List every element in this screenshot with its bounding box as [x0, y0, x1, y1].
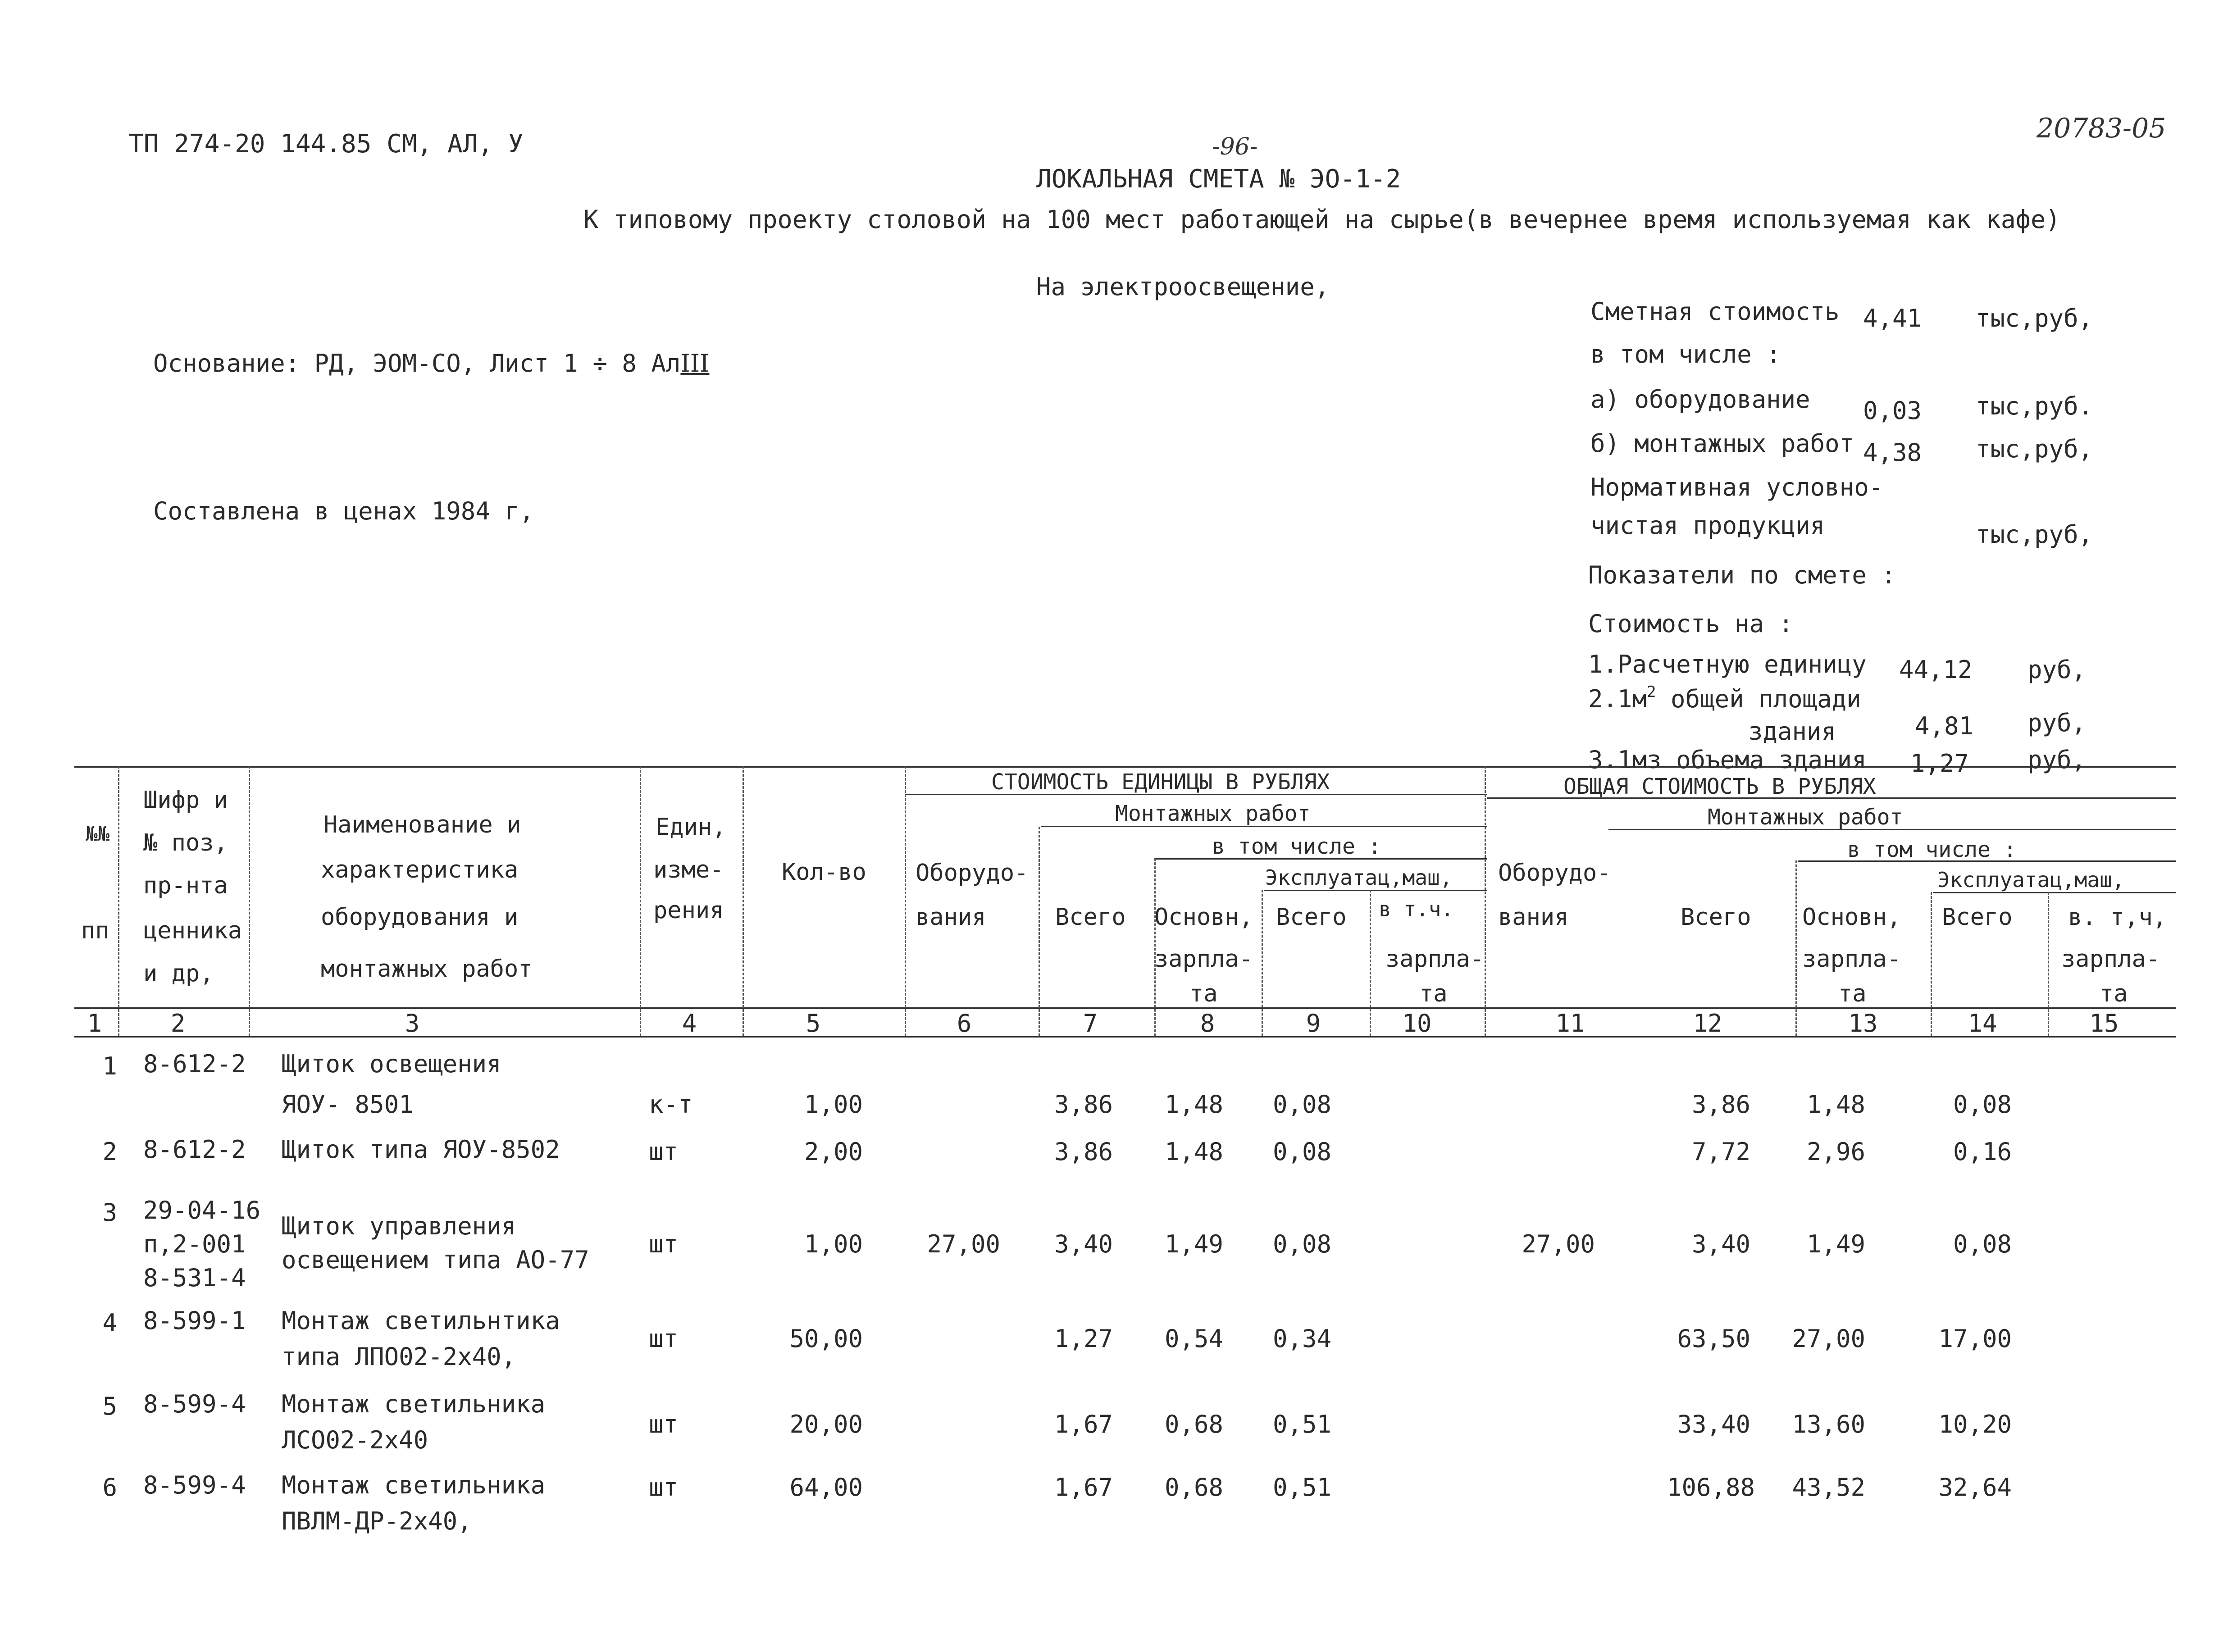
row-c13: 13,60 — [1792, 1410, 1865, 1438]
row-c8: 0,54 — [1164, 1324, 1223, 1353]
h-total-cost: ОБЩАЯ СТОИМОСТЬ В РУБЛЯХ — [1563, 774, 1876, 799]
row-c13: 1,48 — [1806, 1090, 1865, 1119]
row-no: 3 — [102, 1198, 117, 1227]
ind1-unit: руб, — [2027, 655, 2087, 684]
h-base-13a: Основн, — [1802, 904, 1901, 931]
row-unit: шт — [649, 1473, 679, 1502]
h-unit-2: изме- — [653, 856, 724, 883]
estimate-purpose: На электроосвещение, — [1036, 273, 1330, 301]
col-divider-13 — [2048, 892, 2049, 1036]
h-base-8b: зарпла- — [1154, 946, 1253, 973]
h-wage-15a: в. т,ч, — [2068, 904, 2167, 931]
col-num: 13 — [1848, 1009, 1878, 1038]
ind2-unit: руб, — [2027, 709, 2087, 737]
h-incl-left: в том числе : — [1212, 834, 1381, 859]
row-name-1: Монтаж светильнтика — [282, 1306, 560, 1335]
h-exploit-right: Эксплуатац,маш, — [1937, 868, 2125, 892]
row-c9: 0,51 — [1272, 1473, 1331, 1502]
col-num: 7 — [1083, 1009, 1098, 1038]
row-name-2: освещением типа АО-77 — [282, 1246, 589, 1274]
ind2-label-c: здания — [1748, 717, 1836, 746]
row-unit: шт — [649, 1324, 679, 1353]
row-no: 2 — [102, 1138, 117, 1166]
row-c14: 32,64 — [1938, 1473, 2012, 1502]
row-unit: к-т — [649, 1090, 693, 1119]
h-equip-11b: вания — [1498, 904, 1569, 931]
col-num: 12 — [1693, 1009, 1722, 1038]
h-name-4: монтажных работ — [321, 956, 533, 983]
row-no: 5 — [102, 1392, 117, 1420]
h-base-13b: зарпла- — [1802, 946, 1901, 973]
col-num: 4 — [682, 1009, 697, 1038]
row-c13: 2,96 — [1806, 1138, 1865, 1166]
equip-value: 0,03 — [1863, 396, 1922, 425]
row-qty: 50,00 — [789, 1324, 863, 1353]
col-divider-1 — [118, 766, 119, 1036]
document-title: ЛОКАЛЬНАЯ СМЕТА № ЭО-1-2 — [1036, 164, 1401, 194]
row-c7: 1,27 — [1054, 1324, 1113, 1353]
col-divider-8 — [1262, 890, 1263, 1036]
row-unit: шт — [649, 1138, 679, 1166]
row-c8: 0,68 — [1164, 1473, 1223, 1502]
document-subtitle: К типовому проекту столовой на 100 мест работающей на сырье(в вечернее время используемая как кафе) — [583, 205, 2061, 234]
row-c12: 63,50 — [1677, 1324, 1750, 1353]
col-divider-6 — [1039, 827, 1040, 1036]
row-name-1: Щиток типа ЯОУ-8502 — [282, 1135, 560, 1164]
h-name-2: характеристика — [321, 856, 519, 883]
col-divider-10 — [1485, 766, 1486, 1036]
row-c7: 1,67 — [1054, 1410, 1113, 1438]
h-equip-6b: вания — [916, 904, 986, 931]
row-code-1: 29-04-16 — [143, 1196, 261, 1224]
col-num: 2 — [170, 1009, 186, 1038]
incl-label: в том числе : — [1590, 340, 1781, 369]
row-c8: 1,48 — [1164, 1090, 1223, 1119]
row-c13: 1,49 — [1806, 1230, 1865, 1258]
h-unit-3: рения — [653, 897, 724, 924]
norm-unit: тыс,руб, — [1976, 520, 2093, 549]
archive-number: 20783-05 — [2037, 113, 2166, 144]
h-unit-cost: СТОИМОСТЬ ЕДИНИЦЫ В РУБЛЯХ — [991, 769, 1330, 795]
col-num: 15 — [2089, 1009, 2119, 1038]
ind2-label — [1588, 683, 1861, 713]
row-c12: 7,72 — [1691, 1138, 1750, 1166]
ind2-label-a: 2.1м — [1588, 685, 1647, 713]
h-wage-10b: зарпла- — [1385, 946, 1485, 973]
row-c14: 17,00 — [1938, 1324, 2012, 1353]
ind2-label-b: общей площади — [1656, 685, 1861, 713]
h-code-1: Шифр и — [143, 787, 228, 814]
h-qty: Кол-во — [782, 859, 866, 886]
ind3-unit: руб, — [2027, 746, 2087, 774]
col-divider-3 — [640, 766, 641, 1036]
row-no: 6 — [102, 1473, 117, 1502]
col-num: 10 — [1402, 1009, 1432, 1038]
row-c11: 27,00 — [1522, 1230, 1595, 1258]
row-c14: 0,08 — [1953, 1090, 2012, 1119]
row-c12: 3,40 — [1691, 1230, 1750, 1258]
row-c12: 106,88 — [1667, 1473, 1755, 1502]
ind2-value: 4,81 — [1915, 712, 1974, 740]
h-total-7: Всего — [1055, 904, 1126, 931]
h-exploit-left: Эксплуатац,маш, — [1265, 865, 1453, 890]
row-c7: 3,86 — [1054, 1138, 1113, 1166]
row-c9: 0,51 — [1272, 1410, 1331, 1438]
h-mount-left: Монтажных работ — [1115, 801, 1311, 826]
row-name-1: Щиток управления — [282, 1212, 516, 1240]
h-no-1: №№ — [86, 823, 109, 846]
h-base-8c: та — [1189, 980, 1218, 1007]
row-code: 8-612-2 — [143, 1135, 246, 1164]
cost-value: 4,41 — [1863, 304, 1922, 332]
col-divider-12 — [1931, 892, 1932, 1036]
col-num: 5 — [806, 1009, 821, 1038]
row-c14: 0,08 — [1953, 1230, 2012, 1258]
col-num: 1 — [87, 1009, 102, 1038]
col-num: 9 — [1306, 1009, 1321, 1038]
cost-unit: тыс,руб, — [1976, 304, 2093, 332]
equip-label: а) оборудование — [1590, 385, 1810, 414]
document-code: ТП 274-20 144.85 СМ, АЛ, У — [128, 129, 524, 159]
row-unit: шт — [649, 1230, 679, 1258]
row-c9: 0,08 — [1272, 1138, 1331, 1166]
h-unit-1: Един, — [656, 814, 726, 841]
mount-label: б) монтажных работ — [1590, 429, 1854, 458]
col-num: 14 — [1968, 1009, 1997, 1038]
row-c7: 3,40 — [1054, 1230, 1113, 1258]
row-code-2: п,2-001 — [143, 1230, 246, 1258]
row-c12: 3,86 — [1691, 1090, 1750, 1119]
norm-label-2: чистая продукция — [1590, 511, 1825, 540]
h-base-8a: Основн, — [1154, 904, 1253, 931]
norm-label-1: Нормативная условно- — [1590, 473, 1884, 501]
row-name-2: ПВЛМ-ДР-2х40, — [282, 1507, 472, 1535]
indicators-label: Показатели по смете : — [1588, 561, 1896, 589]
col-divider-9 — [1370, 890, 1371, 1036]
row-qty: 64,00 — [789, 1473, 863, 1502]
h-total-12: Всего — [1681, 904, 1751, 931]
basis-mark: III — [680, 349, 710, 378]
mount-unit: тыс,руб, — [1976, 435, 2093, 463]
row-qty: 2,00 — [804, 1138, 863, 1166]
h-base-13c: та — [1838, 980, 1867, 1007]
h-code-2: № поз, — [143, 829, 228, 856]
row-name-1: Щиток освещения — [282, 1050, 501, 1078]
h-name-3: оборудования и — [321, 904, 519, 931]
col-divider-11 — [1795, 860, 1797, 1036]
row-name-2: ЯОУ- 8501 — [282, 1090, 414, 1119]
ind2-sup: 2 — [1647, 683, 1656, 701]
row-c9: 0,34 — [1272, 1324, 1331, 1353]
row-c6: 27,00 — [927, 1230, 1000, 1258]
h-wage-15b: зарпла- — [2061, 946, 2160, 973]
row-name-2: ЛСО02-2х40 — [282, 1426, 428, 1454]
row-name-1: Монтаж светильника — [282, 1390, 546, 1418]
row-c13: 27,00 — [1792, 1324, 1865, 1353]
col-divider-2 — [249, 766, 250, 1036]
h-equip-6a: Оборудо- — [916, 860, 1029, 887]
h-equip-11a: Оборудо- — [1498, 860, 1611, 887]
row-unit: шт — [649, 1410, 679, 1438]
col-num: 11 — [1555, 1009, 1585, 1038]
row-qty: 1,00 — [804, 1090, 863, 1119]
row-c7: 1,67 — [1054, 1473, 1113, 1502]
h-code-3: пр-нта — [143, 872, 228, 899]
row-c13: 43,52 — [1792, 1473, 1865, 1502]
ind1-label: 1.Расчетную единицу — [1588, 650, 1867, 678]
col-num: 6 — [957, 1009, 972, 1038]
row-c12: 33,40 — [1677, 1410, 1750, 1438]
h-code-5: и др, — [143, 960, 214, 987]
mount-value: 4,38 — [1863, 438, 1922, 467]
row-c8: 1,48 — [1164, 1138, 1223, 1166]
row-code: 8-599-4 — [143, 1390, 246, 1418]
h-mount-right: Монтажных работ — [1708, 805, 1903, 830]
row-c9: 0,08 — [1272, 1230, 1331, 1258]
row-c9: 0,08 — [1272, 1090, 1331, 1119]
h-total-9: Всего — [1276, 904, 1347, 931]
basis-text: Основание: РД, ЭОМ-СО, Лист 1 ÷ 8 Ал — [153, 349, 681, 378]
h-wage-15c: та — [2100, 980, 2128, 1007]
h-wage-10a: в т.ч. — [1379, 897, 1454, 921]
col-num: 8 — [1200, 1009, 1215, 1038]
table-top-rule — [74, 766, 2176, 768]
row-c14: 0,16 — [1953, 1138, 2012, 1166]
row-name-2: типа ЛПО02-2х40, — [282, 1343, 516, 1371]
exploit-rule-right — [1933, 892, 2176, 893]
h-incl-right: в том числе : — [1847, 837, 2017, 862]
col-divider-4 — [743, 766, 744, 1036]
exploit-rule-left — [1264, 890, 1487, 891]
row-qty: 1,00 — [804, 1230, 863, 1258]
cost-label: Сметная стоимость — [1590, 297, 1840, 326]
h-no-2: пп — [81, 917, 109, 944]
row-no: 4 — [102, 1309, 117, 1337]
col-divider-5 — [905, 766, 906, 1036]
row-c8: 0,68 — [1164, 1410, 1223, 1438]
equip-unit: тыс,руб. — [1976, 392, 2093, 420]
ind3-label: 3.1мз объема здания — [1588, 746, 1867, 774]
row-c14: 10,20 — [1938, 1410, 2012, 1438]
ind3-value: 1,27 — [1910, 749, 1969, 778]
row-name-1: Монтаж светильника — [282, 1471, 546, 1499]
row-code-3: 8-531-4 — [143, 1264, 246, 1292]
row-qty: 20,00 — [789, 1410, 863, 1438]
h-total-14: Всего — [1942, 904, 2013, 931]
h-name-1: Наименование и — [323, 811, 521, 838]
row-code: 8-612-2 — [143, 1050, 246, 1078]
row-no: 1 — [102, 1052, 117, 1080]
h-wage-10c: та — [1419, 980, 1448, 1007]
row-code: 8-599-1 — [143, 1306, 246, 1335]
price-basis: Составлена в ценах 1984 г, — [153, 497, 534, 525]
row-code: 8-599-4 — [143, 1471, 246, 1499]
row-c7: 3,86 — [1054, 1090, 1113, 1119]
col-num: 3 — [405, 1009, 420, 1038]
ind1-value: 44,12 — [1899, 655, 1973, 684]
row-c8: 1,49 — [1164, 1230, 1223, 1258]
page-number: -96- — [1212, 133, 1258, 160]
h-code-4: ценника — [143, 917, 242, 944]
basis-line — [153, 351, 709, 376]
cost-on-label: Стоимость на : — [1588, 610, 1794, 638]
